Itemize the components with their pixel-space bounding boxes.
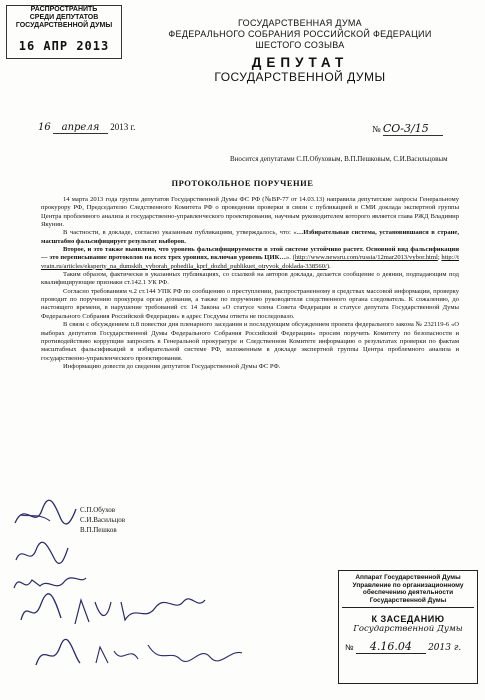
signature-image — [12, 540, 72, 568]
paragraph: Согласно требованиям ч.2 ст.144 УПК РФ по сообщению о преступлении, распространенному в средствах массовой информации, проверку проводит по поручению прокурора орган дознания, а также по поручению руководителя следственного органа следователь. К сожалению, до настоящего времени, в нарушение требований ст. 14 Закона «О статусе члена Совета Федерации и статусе депутата Государственной Думы Федерального Собрания Российской Федерации» в адрес Госдумы ответа не последовало. — [41, 287, 459, 320]
number-prefix: № — [372, 124, 381, 134]
stamp-header: Аппарат Государственной Думы Управление по организационному обеспечению деятельности Государственной Думы — [342, 574, 474, 608]
source-link[interactable]: http://tvrain.ru/articles/eksperty_na_dumskih_vyborah_pobedila_kprf_dozhd_publikuet_otryvok_doklada-338560/ — [41, 254, 459, 270]
letterhead-deputy: ДЕПУТАТ — [251, 55, 349, 70]
paragraph: В связи с обсуждением п.8 повестки дня пленарного заседания и последующим обсуждением проекта федерального закона № 232119-6 «О выборах депутатов Государственной Думы Федерального Собрания Российской Федерации» просим поручить Комитету по безопасности и противодействию коррупции запросить в Генеральной прокуратуре и Следственном Комитете информацию о результатах проверки по фактам масштабных фальсификаций в избирательной системе РФ, изложенным в докладе экспертной группы Центра проблемного анализа и государственно-управленческого проектирования. — [41, 321, 459, 362]
signature-image — [15, 590, 215, 635]
paragraph: Второе, и это также выявлено, что уровень фальсифицируемости в этой системе устойчиво растет. Основной вид фальсификации — это переписывание протоколов на всех трех уровнях, включая уровень ЦИК…». (http://www.newsru.com/russia/12mar2013/vybor.html; http://tvrain.ru/articles/eksperty_na_dumskih_vyborah_pobedila_kprf_dozhd_publikuet_otryvok_doklada-338560/). — [41, 246, 459, 270]
paragraph: В частности, в докладе, согласно указанным публикациям, утверждалось, что: «…Избирательная система, установившаяся в стране, масштабно фальсифицирует результат выборов. — [41, 229, 460, 245]
document-body — [41, 196, 459, 371]
paragraph: Информацию довести до сведения депутатов Государственной Думы ФС РФ. — [63, 362, 281, 370]
letterhead-line: ШЕСТОГО СОЗЫВА — [255, 40, 345, 50]
stamp-line: ГОСУДАРСТВЕННОЙ ДУМЫ — [15, 22, 113, 29]
paragraph: 14 марта 2013 года группа депутатов Государственной Думы ФС РФ (№ВР-77 от 14.03.13) направила депутатские запросы Генеральному прокурору РФ, Председателю Следственного Комитета РФ о проведении проверки в связи с публикацией в СМИ доклада экспертной группы Центра проблемного анализа и государственно-управленческого проектирования, научным руководителем которого является глава РЖД Владимир Якунин. — [41, 196, 459, 229]
signature-image — [30, 635, 250, 675]
date-year: 2013 г. — [110, 122, 136, 132]
signer-name: С.И.Васильцов — [80, 516, 126, 524]
letterhead-line: ФЕДЕРАЛЬНОГО СОБРАНИЯ РОССИЙСКОЙ ФЕДЕРАЦИИ — [168, 29, 432, 39]
signer-name: С.П.Обухов — [80, 506, 116, 514]
letterhead-duma: ГОСУДАРСТВЕННОЙ ДУМЫ — [214, 70, 386, 84]
stamp-duma-label: Государственной Думы — [353, 624, 463, 634]
meeting-stamp — [338, 570, 478, 684]
stamp-line: РАСПРОСТРАНИТЬ — [30, 6, 98, 13]
date-month: апреля — [61, 122, 100, 133]
signers-list — [80, 505, 125, 535]
number-value: СО-3/15 — [383, 122, 443, 136]
letterhead — [125, 18, 475, 84]
stamp-year: 2013 г. — [428, 643, 462, 653]
distribution-stamp — [6, 5, 122, 59]
stamp-line: СРЕДИ ДЕПУТАТОВ — [29, 14, 99, 21]
addressee-line: Вносится депутатами С.П.Обуховым, В.П.Пешковым, С.И.Васильцовым — [230, 155, 448, 163]
document-date — [38, 122, 135, 134]
signer-name: В.П.Пешков — [80, 526, 117, 534]
signature-image — [10, 495, 80, 535]
paragraph: Таким образом, фактически в указанных публикациях, со ссылкой на авторов доклада, делается сообщение о деянии, подпадающим под квалифицирующие признаки ст.142.1 УК РФ. — [41, 271, 459, 287]
stamp-number-value: 4.16.04 — [356, 640, 426, 654]
stamp-date: 16 АПР 2013 — [18, 39, 110, 53]
document-title: ПРОТОКОЛЬНОЕ ПОРУЧЕНИЕ — [171, 178, 314, 188]
stamp-number: № 4.16.04 2013 г. — [345, 640, 462, 653]
letterhead-line: ГОСУДАРСТВЕННАЯ ДУМА — [237, 18, 362, 28]
stamp-meeting-label: К ЗАСЕДАНИЮ — [371, 614, 445, 624]
date-day: 16 — [38, 122, 51, 133]
document-number — [372, 122, 443, 136]
source-link[interactable]: http://www.newsru.com/russia/12mar2013/vybor.html — [294, 254, 438, 262]
